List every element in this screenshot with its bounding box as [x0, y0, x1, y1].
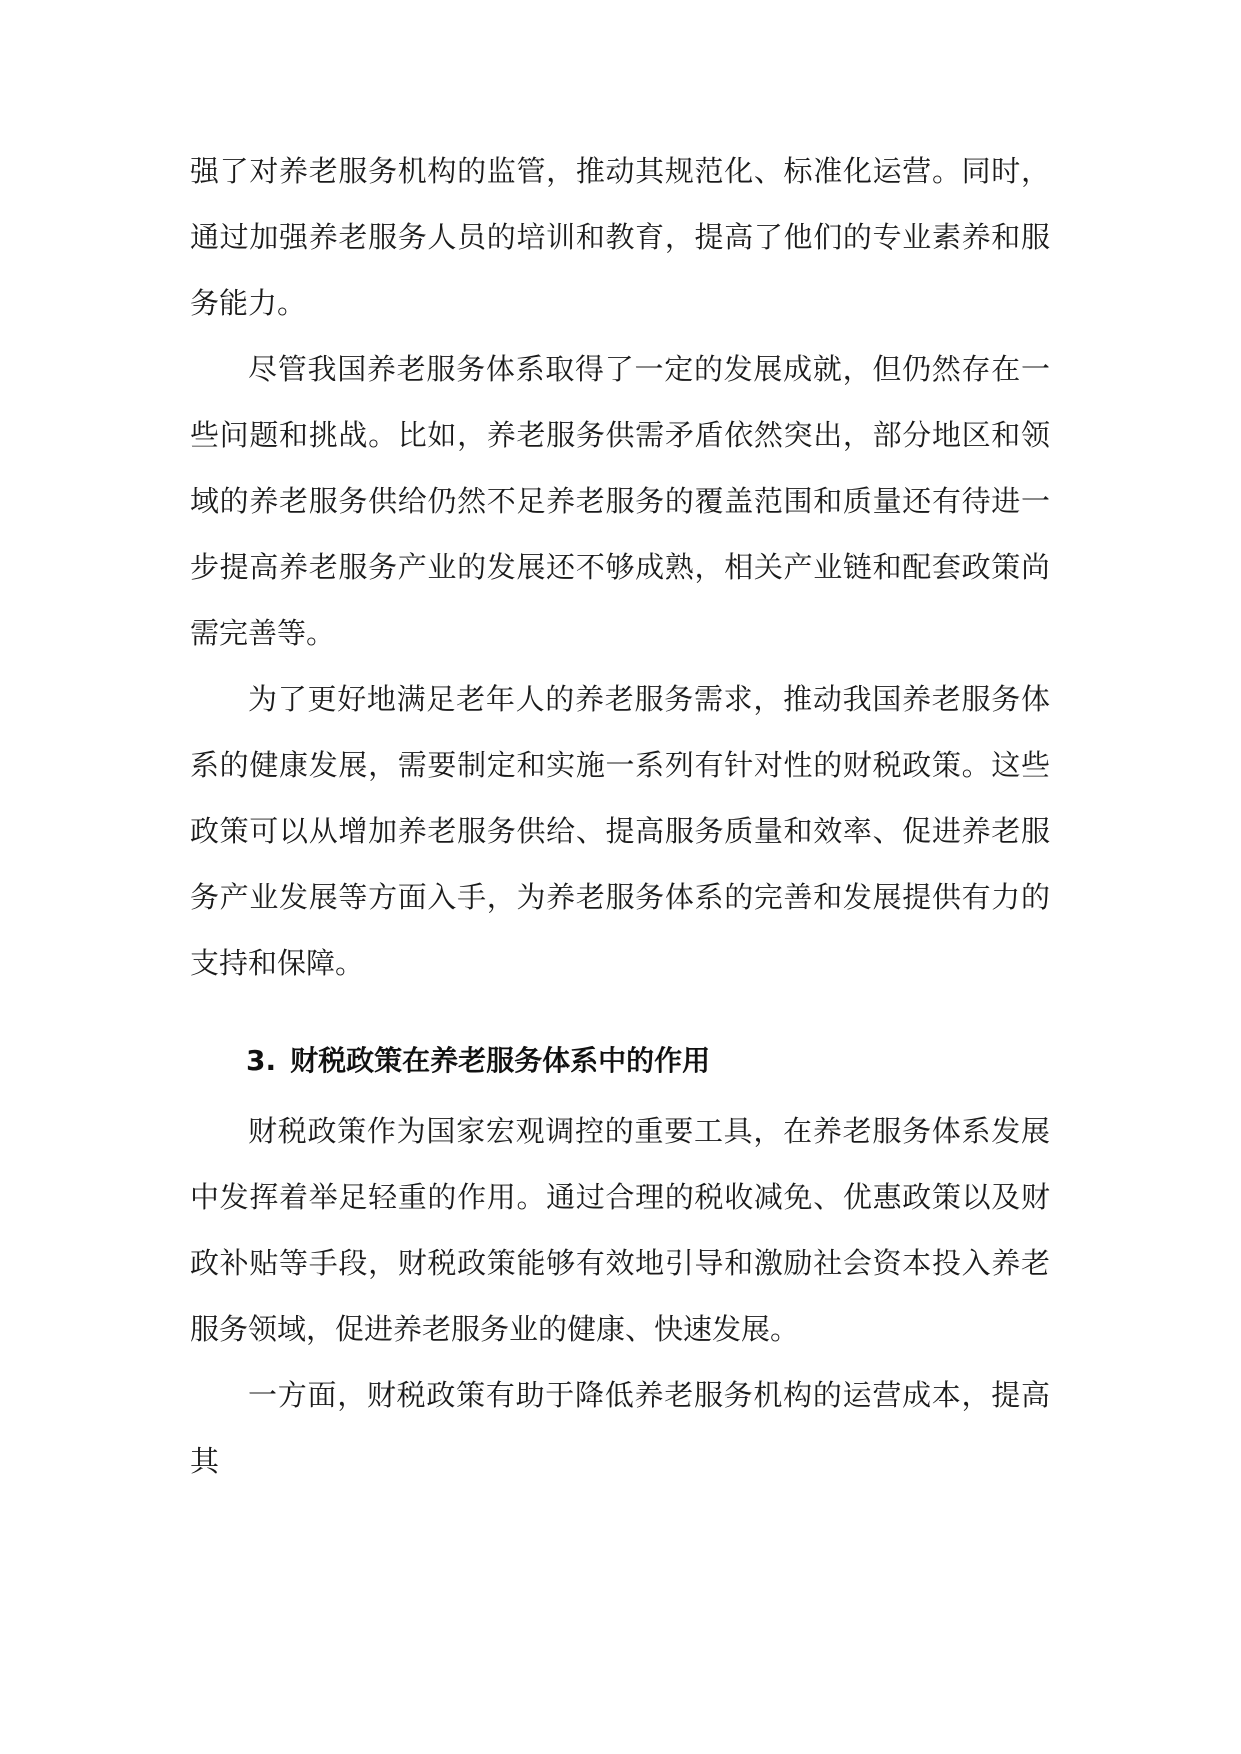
paragraph-challenges: 尽管我国养老服务体系取得了一定的发展成就，但仍然存在一些问题和挑战。比如，养老服务供需矛盾依然突出，部分地区和领域的养老服务供给仍然不足养老服务的覆盖范围和质量还有待进一步提高养老服务产业的发展还不够成熟，相关产业链和配套政策尚需完善等。 [190, 352, 1050, 650]
section-title: 财税政策在养老服务体系中的作用 [290, 1044, 711, 1077]
paragraph-cost-reduction: 一方面，财税政策有助于降低养老服务机构的运营成本，提高其 [190, 1378, 1050, 1478]
document-body [190, 138, 1050, 1494]
paragraph-continuation: 强了对养老服务机构的监管，推动其规范化、标准化运营。同时，通过加强养老服务人员的培训和教育，提高了他们的专业素养和服务能力。 [190, 154, 1050, 320]
section-heading [190, 1028, 1050, 1094]
section-number: 3. [246, 1044, 277, 1077]
paragraph-policy-need: 为了更好地满足老年人的养老服务需求，推动我国养老服务体系的健康发展，需要制定和实施一系列有针对性的财税政策。这些政策可以从增加养老服务供给、提高服务质量和效率、促进养老服务产业发展等方面入手，为养老服务体系的完善和发展提供有力的支持和保障。 [190, 682, 1050, 980]
paragraph-fiscal-role: 财税政策作为国家宏观调控的重要工具，在养老服务体系发展中发挥着举足轻重的作用。通过合理的税收减免、优惠政策以及财政补贴等手段，财税政策能够有效地引导和激励社会资本投入养老服务领域，促进养老服务业的健康、快速发展。 [190, 1114, 1050, 1346]
